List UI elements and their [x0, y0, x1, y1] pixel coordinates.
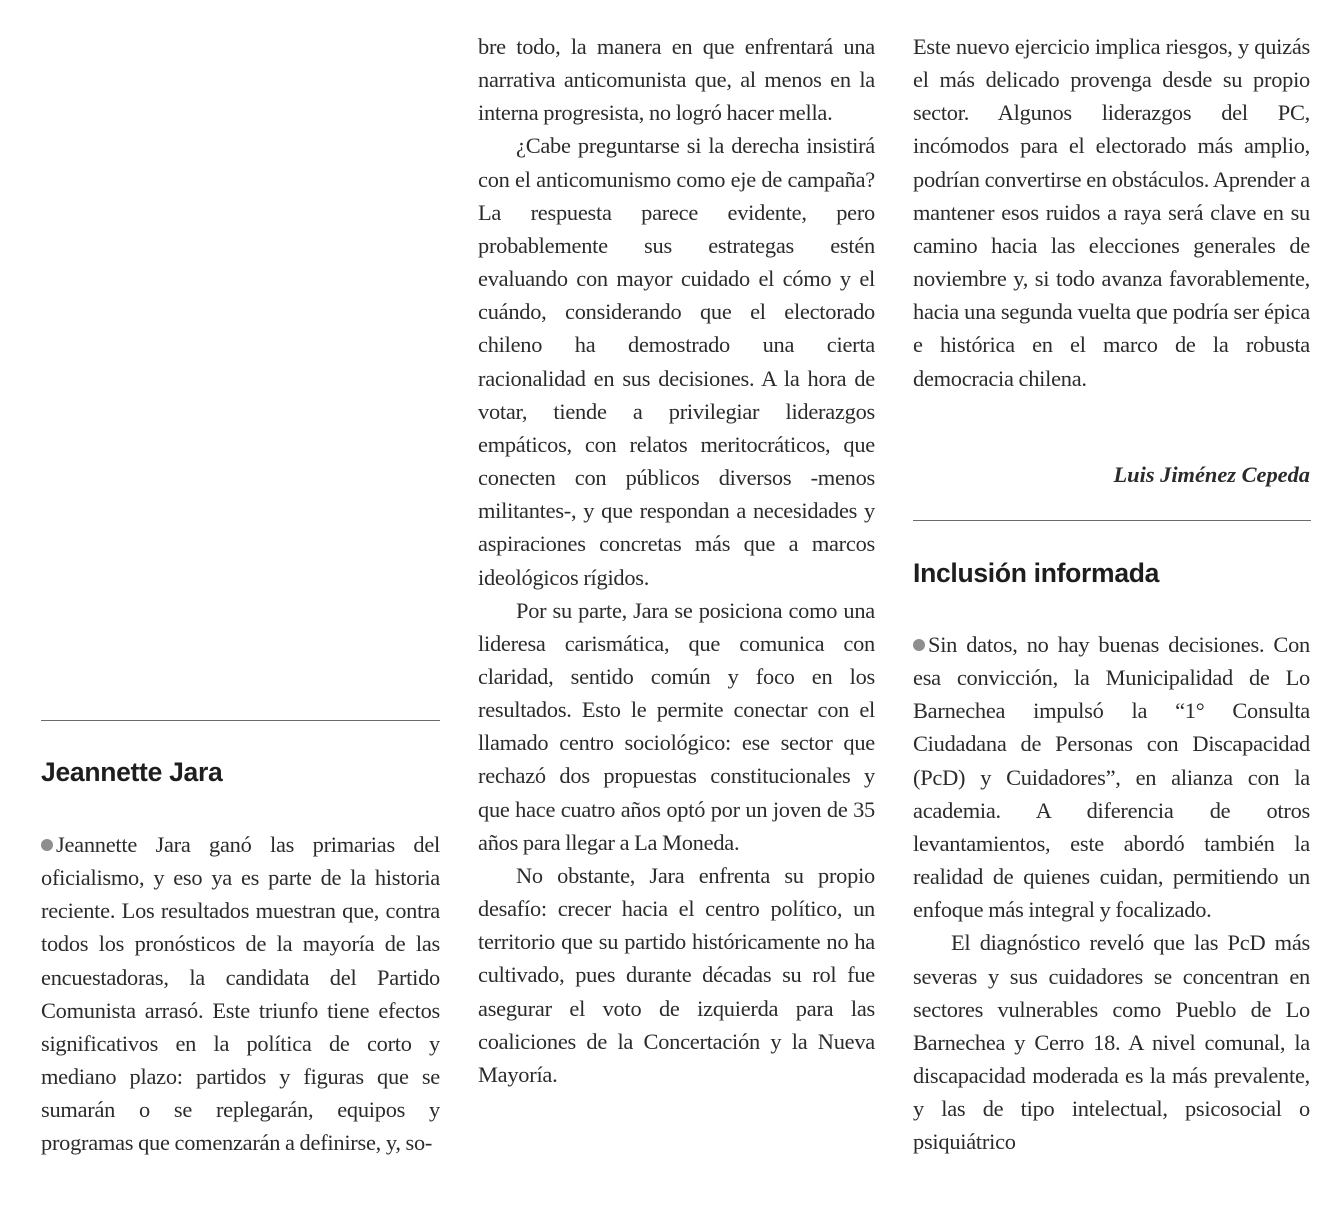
left-lead-text: Jeannette Jara ganó las primarias del oficialismo, y eso ya es parte de la historia reciente. Los resultados muestran que, contra todos los pronósticos de la mayoría de las encuestadoras, la candidata del Partido Comunista arrasó. Este triunfo tiene efectos significativos en la política de corto y mediano plazo: partidos y figuras que se sumarán o se replegarán, equipos y programas que comenzarán a definirse, y, so- [41, 832, 440, 1156]
right-lead-text: Sin datos, no hay buenas decisiones. Con esa convicción, la Municipalidad de Lo Barnechea impulsó la “1° Consulta Ciudadana de Personas con Discapacidad (PcD) y Cuidadores”, en alianza con la academia. A diferencia de otros levantamientos, este abordó también la realidad de quienes cuidan, permitiendo un enfoque más integral y focalizado. [913, 632, 1310, 923]
middle-paragraph-2: ¿Cabe preguntarse si la derecha insistirá con el anticomunismo como eje de campaña? La respuesta parece evidente, pero probablemente sus estrategas estén evaluando con mayor cuidado el cómo y el cuándo, considerando que el electorado chileno ha demostrado una cierta racionalidad en sus decisiones. A la hora de votar, tiende a privilegiar liderazgos empáticos, con relatos meritocráticos, que conecten con públicos diversos -menos militantes-, y que respondan a necesidades y aspiraciones concretas más que a marcos ideológicos rígidos. [478, 133, 875, 590]
middle-paragraph-3: Por su parte, Jara se posiciona como una lideresa carismática, que comunica con claridad, sentido común y foco en los resultados. Esto le permite conectar con el llamado centro sociológico: ese sector que rechazó dos propuestas constitucionales y que hace cuatro años optó por un joven de 35 años para llegar a La Moneda. [478, 597, 875, 855]
bullet-dot-icon [41, 839, 53, 851]
right-article-column [913, 628, 1310, 1159]
right-lead-paragraph [913, 628, 1310, 926]
right-column-divider-rule [913, 520, 1311, 521]
section-heading-jeannette-jara: Jeannette Jara [41, 757, 223, 787]
bullet-dot-icon [913, 639, 925, 651]
middle-paragraph-1: bre todo, la manera en que enfrentará una narrativa anticomunista que, al menos en la interna progresista, no logró hacer mella. [478, 34, 875, 126]
section-heading-inclusion-informada: Inclusión informada [913, 558, 1160, 588]
middle-paragraph-4: No obstante, Jara enfrenta su propio desafío: crecer hacia el centro político, un territorio que su partido históricamente no ha cultivado, pues durante décadas su rol fue asegurar el voto de izquierda para las coaliciones de la Concertación y la Nueva Mayoría. [478, 862, 875, 1087]
right-second-paragraph: El diagnóstico reveló que las PcD más severas y sus cuidadores se concentran en sectores vulnerables como Pueblo de Lo Barnechea y Cerro 18. A nivel comunal, la discapacidad moderada es la más prevalente, y las de tipo intelectual, psicosocial o psiquiátrico [913, 930, 1310, 1155]
left-column-top-rule [41, 720, 440, 721]
right-continuation-paragraph: Este nuevo ejercicio implica riesgos, y quizás el más delicado provenga desde su propio sector. Algunos liderazgos del PC, incómodos para el electorado más amplio, podrían convertirse en obstáculos. Aprender a mantener esos ruidos a raya será clave en su camino hacia las elecciones generales de noviembre y, si todo avanza favorablemente, hacia una segunda vuelta que podría ser épica e histórica en el marco de la robusta democracia chilena. [913, 34, 1310, 391]
middle-article-column [478, 30, 875, 1091]
right-article-continuation [913, 30, 1310, 395]
author-signature: Luis Jiménez Cepeda [1113, 462, 1310, 487]
left-article-column [41, 828, 440, 1160]
left-lead-paragraph [41, 828, 440, 1160]
